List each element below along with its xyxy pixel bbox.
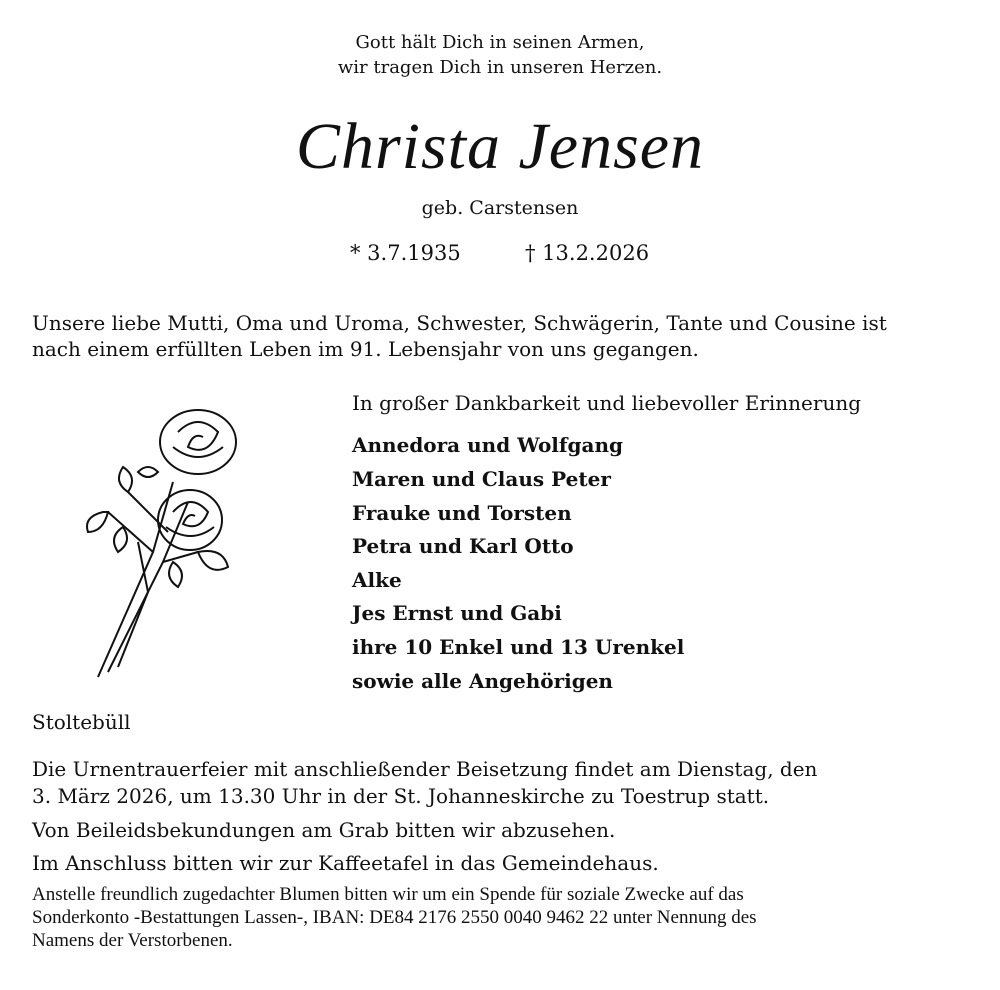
mourner: sowie alle Angehörigen xyxy=(352,669,613,693)
mourner: Maren und Claus Peter xyxy=(352,467,611,491)
mourner: Petra und Karl Otto xyxy=(352,534,574,558)
condolence-note: Von Beileidsbekundungen am Grab bitten wir abzusehen. xyxy=(32,818,616,842)
mourner: Annedora und Wolfgang xyxy=(352,433,623,457)
donation-line-2: Sonderkonto -Bestattungen Lassen-, IBAN: DE84 2176 2550 0040 9462 22 unter Nennung des xyxy=(32,907,757,928)
gratitude-line: In großer Dankbarkeit und liebevoller Erinnerung xyxy=(352,391,862,415)
deceased-name: Christa Jensen xyxy=(295,110,705,183)
rose-illustration xyxy=(78,402,248,682)
mourner: Frauke und Torsten xyxy=(352,501,572,525)
mourner: ihre 10 Enkel und 13 Urenkel xyxy=(352,635,685,659)
coffee-note: Im Anschluss bitten wir zur Kaffeetafel in das Gemeindehaus. xyxy=(32,851,659,875)
maiden-name: geb. Carstensen xyxy=(421,197,579,219)
motto-line-1: Gott hält Dich in seinen Armen, xyxy=(355,32,645,53)
donation-line-1: Anstelle freundlich zugedachter Blumen bitten wir um ein Spende für soziale Zwecke auf das xyxy=(32,884,744,905)
mourner: Alke xyxy=(352,568,402,592)
death-date: † 13.2.2026 xyxy=(525,241,650,265)
mourner: Jes Ernst und Gabi xyxy=(352,601,562,625)
place: Stoltebüll xyxy=(32,710,131,734)
intro-line-2: nach einem erfüllten Leben im 91. Lebensjahr von uns gegangen. xyxy=(32,337,699,361)
service-line-2: 3. März 2026, um 13.30 Uhr in der St. Johanneskirche zu Toestrup statt. xyxy=(32,784,770,808)
motto-line-2: wir tragen Dich in unseren Herzen. xyxy=(337,57,663,78)
birth-date: * 3.7.1935 xyxy=(350,241,461,265)
service-line-1: Die Urnentrauerfeier mit anschließender Beisetzung findet am Dienstag, den xyxy=(32,757,818,781)
intro-line-1: Unsere liebe Mutti, Oma und Uroma, Schwester, Schwägerin, Tante und Cousine ist xyxy=(32,311,887,335)
donation-line-3: Namens der Verstorbenen. xyxy=(32,930,233,951)
